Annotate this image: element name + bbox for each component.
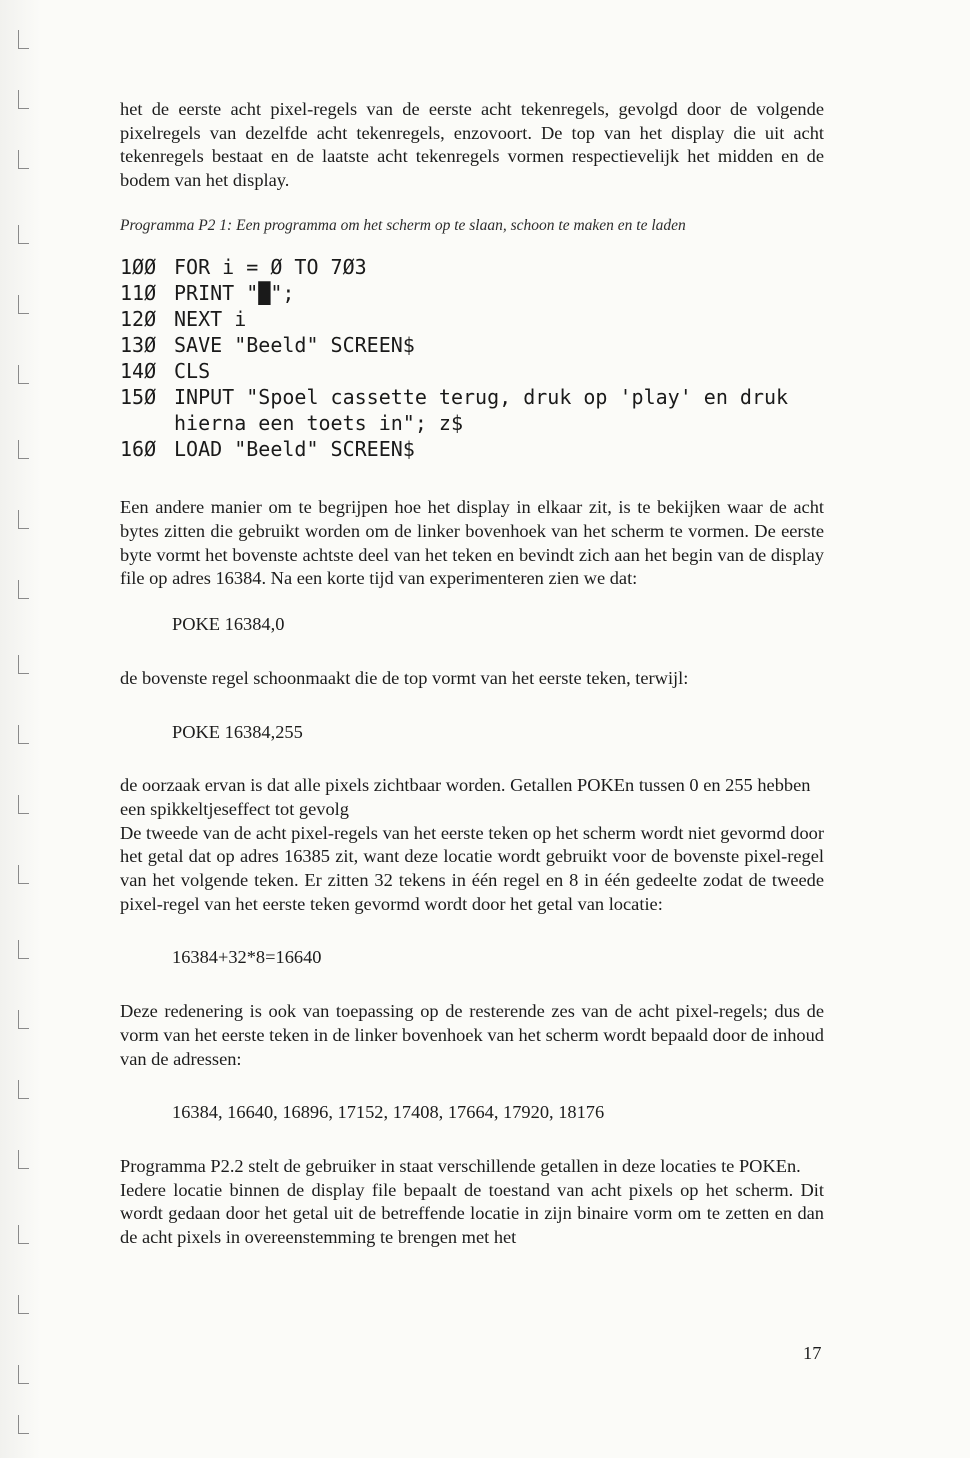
line-text: SAVE "Beeld" SCREEN$	[174, 333, 415, 358]
binding-mark	[18, 1010, 29, 1029]
binding-mark	[18, 295, 29, 314]
code-line	[120, 280, 824, 306]
code-example: POKE 16384,0	[172, 614, 285, 635]
binding-mark	[18, 940, 29, 959]
binding-mark	[18, 725, 29, 744]
formula: 16384+32*8=16640	[172, 947, 322, 968]
paragraph: het de eerste acht pixel-regels van de eerste acht tekenregels, gevolgd door de volgende pixelregels van dezelfde acht tekenregels, enzovoort. De top van het display die uit acht tekenregels bestaat en de laatste acht tekenregels vormen respectievelijk het midden en de bodem van het display.	[120, 99, 824, 191]
line-text: PRINT "█";	[174, 281, 295, 306]
line-number: 15Ø	[120, 385, 157, 410]
code-line	[120, 332, 824, 358]
code-line	[120, 384, 824, 436]
code-line	[120, 436, 824, 462]
line-number: 1ØØ	[120, 255, 157, 280]
code-example: POKE 16384,255	[172, 721, 303, 742]
binding-mark	[18, 225, 29, 244]
line-number: 13Ø	[120, 333, 157, 358]
paragraph: Iedere locatie binnen de display file bepaalt de toestand van acht pixels op het scherm. Dit wordt gedaan door het getal uit de betreffende locatie in zijn binaire vorm om te zetten en dan de acht pixels in overeenstemming te brengen met het	[120, 1179, 824, 1248]
binding-mark	[18, 865, 29, 884]
binding-mark	[18, 1150, 29, 1169]
line-text: LOAD "Beeld" SCREEN$	[174, 437, 415, 462]
binding-mark	[18, 90, 29, 109]
code-line	[120, 358, 824, 384]
binding-margin	[0, 0, 40, 1458]
paragraph: De tweede van de acht pixel-regels van het eerste teken op het scherm wordt niet gevormd door het getal dat op adres 16385 zit, want deze locatie wordt gebruikt voor de bovenste pixel-regel van het volgende teken. Er zitten 32 tekens in één regel en 8 in één gedeelte zodat de tweede pixel-regel van het eerste teken gevormd wordt door het getal van locatie:	[120, 822, 824, 914]
binding-mark	[18, 365, 29, 384]
paragraph: de oorzaak ervan is dat alle pixels zichtbaar worden. Getallen POKEn tussen 0 en 255 hebben een spikkeltjeseffect tot gevolg	[120, 775, 811, 819]
line-text: NEXT i	[174, 307, 247, 332]
code-line	[120, 306, 824, 332]
page-body	[120, 98, 824, 1250]
paragraph: de bovenste regel schoonmaakt die de top vormt van het eerste teken, terwijl:	[120, 667, 689, 688]
line-number: 11Ø	[120, 281, 157, 306]
binding-mark	[18, 655, 29, 674]
binding-mark	[18, 1295, 29, 1314]
binding-mark	[18, 795, 29, 814]
binding-mark	[18, 30, 29, 49]
binding-mark	[18, 580, 29, 599]
binding-mark	[18, 1080, 29, 1099]
binding-mark	[18, 1415, 29, 1434]
binding-mark	[18, 440, 29, 459]
address-list: 16384, 16640, 16896, 17152, 17408, 17664, 17920, 18176	[172, 1102, 605, 1123]
binding-mark	[18, 510, 29, 529]
line-text: INPUT "Spoel cassette terug, druk op 'play' en druk hierna een toets in"; z$	[174, 385, 801, 436]
line-number: 16Ø	[120, 437, 157, 462]
line-number: 12Ø	[120, 307, 157, 332]
line-text: FOR i = Ø TO 7Ø3	[174, 255, 367, 280]
code-listing	[120, 254, 824, 462]
page-number: 17	[803, 1343, 822, 1363]
paragraph: Programma P2.2 stelt de gebruiker in staat verschillende getallen in deze locaties te POKEn.	[120, 1155, 801, 1176]
paragraph: Deze redenering is ook van toepassing op de resterende zes van de acht pixel-regels; dus de vorm van het eerste teken in de linker bovenhoek van het scherm wordt bepaald door de inhoud van de adressen:	[120, 1001, 824, 1069]
line-text: CLS	[174, 359, 211, 384]
paragraph: Een andere manier om te begrijpen hoe het display in elkaar zit, is te bekijken waar de acht bytes zitten die gebruikt worden om de linker bovenhoek van het scherm te vormen. De eerste byte vormt het bovenste achtste deel van het teken en bevindt zich aan het begin van de display file op adres 16384. Na een korte tijd van experimenteren zien we dat:	[120, 497, 824, 589]
binding-mark	[18, 1225, 29, 1244]
binding-mark	[18, 150, 29, 169]
line-number: 14Ø	[120, 359, 157, 384]
program-caption: Programma P2 1: Een programma om het scherm op te slaan, schoon te maken en te laden	[120, 216, 686, 234]
code-line	[120, 254, 824, 280]
binding-mark	[18, 1365, 29, 1384]
